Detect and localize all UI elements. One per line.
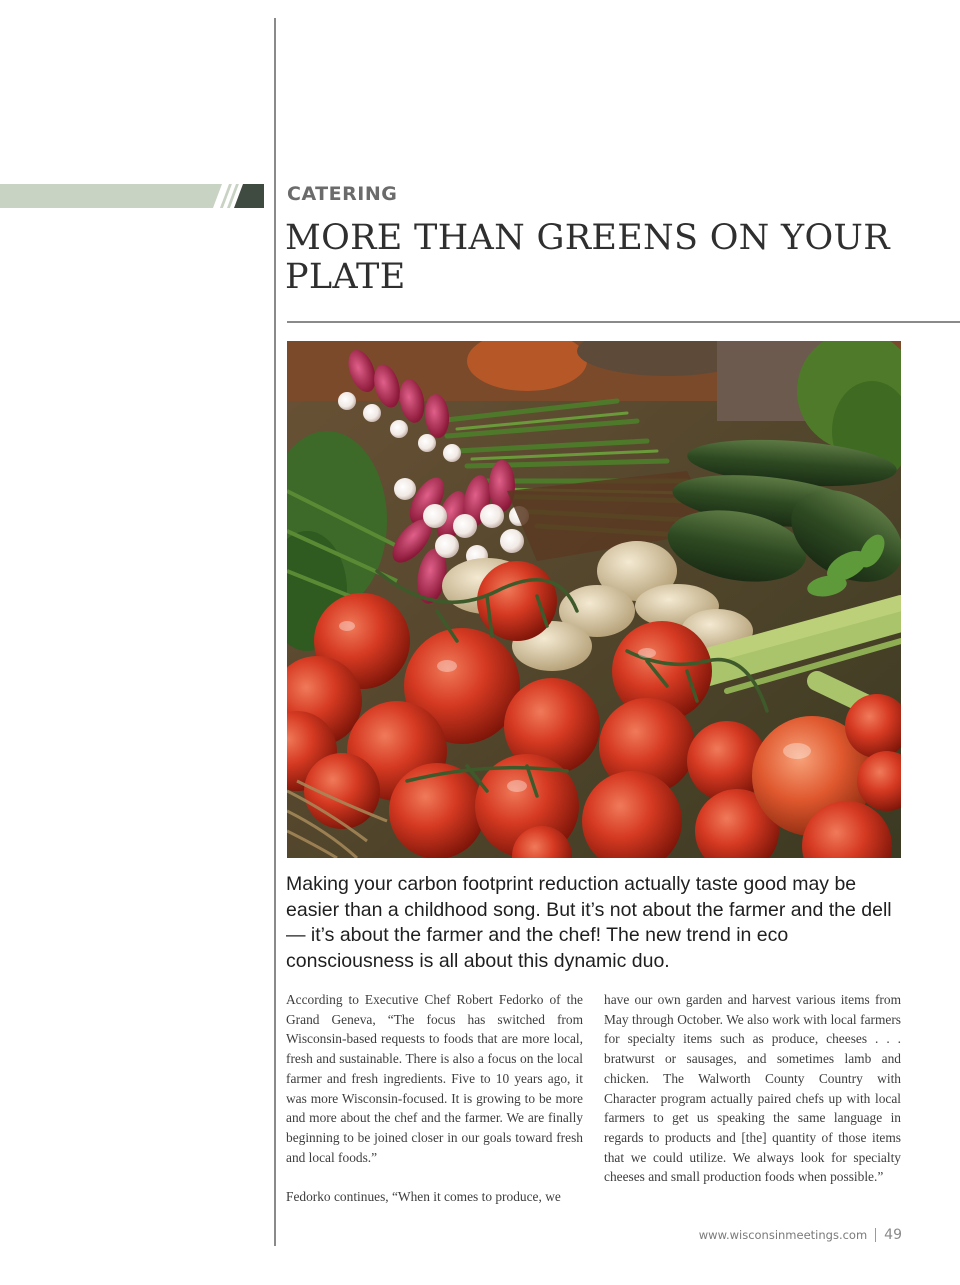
body-paragraph: Fedorko continues, “When it comes to produce, we	[286, 1189, 561, 1205]
vegetables-photo	[287, 341, 901, 858]
article-headline: MORE THAN GREENS ON YOUR PLATE	[285, 218, 890, 297]
footer-separator	[875, 1228, 876, 1242]
body-paragraph: According to Executive Chef Robert Fedorko of the Grand Geneva, “The focus has switched from Wisconsin-based requests to foods that are more local, fresh and sustainable. There is also a focus on the local farmer and fresh ingredients. Five to 10 years ago, it was more Wisconsin-focused. It is growing to be more and more about the chef and the farmer. We are finally beginning to be joined closer in our goals toward fresh and local foods.”	[286, 992, 583, 1165]
footer-website: www.wisconsinmeetings.com	[698, 1228, 868, 1242]
page-footer	[699, 1227, 902, 1243]
article-deck: Making your carbon footprint reduction actually taste good may be easier than a childhood song. But it’s not about the farmer and the dell — it’s about the farmer and the chef! The new trend in eco consciousness is all about this dynamic duo.	[286, 873, 892, 972]
headline-divider	[287, 321, 960, 323]
page-number: 49	[884, 1227, 902, 1243]
body-column-left	[286, 990, 583, 1207]
section-accent-bar	[0, 184, 264, 208]
vertical-column-rule	[274, 18, 276, 1246]
section-label: CATERING	[287, 183, 398, 205]
body-paragraph: have our own garden and harvest various items from May through October. We also work with local farmers for specialty items such as produce, cheeses . . . bratwurst or sausages, and sometimes lamb and chicken. The Walworth County Country with Character program actually paired chefs up with local farmers to get us speaking the same language in regards to products and [the] quantity of those items that we could utilize. We always look for specialty cheeses and small production foods when possible.”	[604, 992, 901, 1185]
body-column-right	[604, 990, 901, 1187]
